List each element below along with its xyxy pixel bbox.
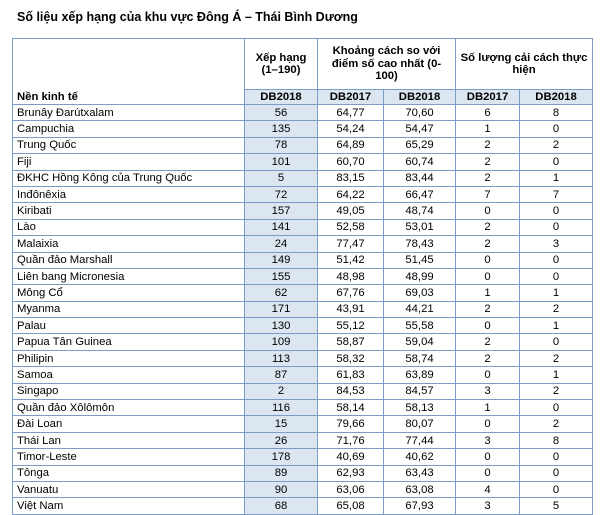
rank-cell: 178 — [245, 449, 318, 465]
reforms-2018-cell: 1 — [520, 170, 593, 186]
rank-cell: 141 — [245, 219, 318, 235]
rank-cell: 135 — [245, 121, 318, 137]
rank-cell: 2 — [245, 383, 318, 399]
reforms-2017-cell: 0 — [456, 465, 520, 481]
table-row — [13, 432, 593, 448]
distance-2018-cell: 84,57 — [384, 383, 456, 399]
reforms-2018-cell: 0 — [520, 400, 593, 416]
economy-cell: Samoa — [13, 367, 245, 383]
reforms-2018-cell: 3 — [520, 236, 593, 252]
table-row — [13, 219, 593, 235]
table-row — [13, 481, 593, 497]
economy-cell: Vanuatu — [13, 481, 245, 497]
distance-2017-cell: 43,91 — [318, 301, 384, 317]
rank-cell: 15 — [245, 416, 318, 432]
distance-2018-cell: 51,45 — [384, 252, 456, 268]
distance-2017-cell: 58,87 — [318, 334, 384, 350]
reforms-2018-cell: 2 — [520, 383, 593, 399]
rank-cell: 62 — [245, 285, 318, 301]
economy-cell: Inđônêxia — [13, 186, 245, 202]
rank-cell: 149 — [245, 252, 318, 268]
reforms-2017-cell: 1 — [456, 285, 520, 301]
table-row — [13, 350, 593, 366]
distance-2018-cell: 60,74 — [384, 154, 456, 170]
distance-2018-cell: 77,44 — [384, 432, 456, 448]
reforms-2018-cell: 2 — [520, 137, 593, 153]
distance-db2018-header: DB2018 — [384, 90, 456, 105]
table-row — [13, 121, 593, 137]
rank-cell: 155 — [245, 268, 318, 284]
reforms-2017-cell: 1 — [456, 121, 520, 137]
table-row — [13, 465, 593, 481]
reforms-2017-cell: 0 — [456, 367, 520, 383]
rank-cell: 5 — [245, 170, 318, 186]
rank-header: Xếp hạng (1–190) — [245, 39, 318, 90]
economy-header: Nền kinh tế — [13, 39, 245, 105]
reforms-2018-cell: 0 — [520, 449, 593, 465]
distance-header: Khoảng cách so với điểm số cao nhất (0-100) — [318, 39, 456, 90]
distance-2017-cell: 79,66 — [318, 416, 384, 432]
distance-2018-cell: 53,01 — [384, 219, 456, 235]
distance-2017-cell: 64,22 — [318, 186, 384, 202]
distance-2018-cell: 78,43 — [384, 236, 456, 252]
reforms-2017-cell: 0 — [456, 449, 520, 465]
reforms-2018-cell: 5 — [520, 498, 593, 514]
reforms-2017-cell: 1 — [456, 400, 520, 416]
distance-2018-cell: 54,47 — [384, 121, 456, 137]
rank-cell: 157 — [245, 203, 318, 219]
table-row — [13, 318, 593, 334]
distance-2017-cell: 61,83 — [318, 367, 384, 383]
reforms-2017-cell: 3 — [456, 432, 520, 448]
distance-2017-cell: 84,53 — [318, 383, 384, 399]
reforms-db2017-header: DB2017 — [456, 90, 520, 105]
reforms-2017-cell: 2 — [456, 154, 520, 170]
distance-2017-cell: 65,08 — [318, 498, 384, 514]
rank-cell: 72 — [245, 186, 318, 202]
reforms-header: Số lượng cải cách thực hiện — [456, 39, 593, 90]
table-row — [13, 301, 593, 317]
reforms-2017-cell: 0 — [456, 252, 520, 268]
distance-2017-cell: 77,47 — [318, 236, 384, 252]
reforms-2017-cell: 0 — [456, 416, 520, 432]
table-row — [13, 170, 593, 186]
economy-cell: Thái Lan — [13, 432, 245, 448]
distance-2017-cell: 64,89 — [318, 137, 384, 153]
reforms-2018-cell: 0 — [520, 203, 593, 219]
reforms-2017-cell: 3 — [456, 498, 520, 514]
economy-cell: Timor-Leste — [13, 449, 245, 465]
reforms-2018-cell: 0 — [520, 334, 593, 350]
table-row — [13, 498, 593, 514]
distance-2017-cell: 58,14 — [318, 400, 384, 416]
table-row — [13, 268, 593, 284]
economy-cell: Mông Cổ — [13, 285, 245, 301]
rank-db2018-header: DB2018 — [245, 90, 318, 105]
economy-cell: Campuchia — [13, 121, 245, 137]
distance-2018-cell: 70,60 — [384, 105, 456, 121]
reforms-2018-cell: 7 — [520, 186, 593, 202]
table-row — [13, 203, 593, 219]
distance-2017-cell: 55,12 — [318, 318, 384, 334]
reforms-2017-cell: 3 — [456, 383, 520, 399]
rank-cell: 171 — [245, 301, 318, 317]
rank-cell: 87 — [245, 367, 318, 383]
reforms-2018-cell: 1 — [520, 285, 593, 301]
economy-cell: Tônga — [13, 465, 245, 481]
table-row — [13, 400, 593, 416]
reforms-2018-cell: 0 — [520, 268, 593, 284]
economy-cell: Kiribati — [13, 203, 245, 219]
reforms-2017-cell: 0 — [456, 203, 520, 219]
distance-2017-cell: 64,77 — [318, 105, 384, 121]
table-row — [13, 449, 593, 465]
distance-2017-cell: 71,76 — [318, 432, 384, 448]
distance-2018-cell: 63,43 — [384, 465, 456, 481]
reforms-2017-cell: 4 — [456, 481, 520, 497]
reforms-2017-cell: 2 — [456, 219, 520, 235]
distance-2017-cell: 58,32 — [318, 350, 384, 366]
reforms-2018-cell: 0 — [520, 154, 593, 170]
reforms-2017-cell: 6 — [456, 105, 520, 121]
reforms-2017-cell: 2 — [456, 350, 520, 366]
distance-2018-cell: 58,74 — [384, 350, 456, 366]
rank-cell: 130 — [245, 318, 318, 334]
distance-2018-cell: 66,47 — [384, 186, 456, 202]
reforms-2018-cell: 0 — [520, 121, 593, 137]
rank-cell: 56 — [245, 105, 318, 121]
table-row — [13, 367, 593, 383]
economy-cell: Palau — [13, 318, 245, 334]
economy-cell: Fiji — [13, 154, 245, 170]
table-row — [13, 186, 593, 202]
reforms-2017-cell: 0 — [456, 318, 520, 334]
distance-2018-cell: 48,74 — [384, 203, 456, 219]
table-row — [13, 137, 593, 153]
distance-2018-cell: 63,89 — [384, 367, 456, 383]
reforms-2018-cell: 0 — [520, 481, 593, 497]
reforms-2018-cell: 1 — [520, 318, 593, 334]
distance-2017-cell: 83,15 — [318, 170, 384, 186]
reforms-2017-cell: 2 — [456, 170, 520, 186]
distance-2017-cell: 49,05 — [318, 203, 384, 219]
reforms-2018-cell: 0 — [520, 252, 593, 268]
table-row — [13, 105, 593, 121]
economy-cell: Quần đảo Xôlômôn — [13, 400, 245, 416]
table-row — [13, 285, 593, 301]
reforms-2017-cell: 0 — [456, 268, 520, 284]
table-row — [13, 416, 593, 432]
reforms-2018-cell: 0 — [520, 219, 593, 235]
economy-cell: Việt Nam — [13, 498, 245, 514]
reforms-2018-cell: 2 — [520, 416, 593, 432]
distance-2018-cell: 40,62 — [384, 449, 456, 465]
distance-db2017-header: DB2017 — [318, 90, 384, 105]
economy-cell: Papua Tân Guinea — [13, 334, 245, 350]
rank-cell: 89 — [245, 465, 318, 481]
economy-cell: Đài Loan — [13, 416, 245, 432]
distance-2018-cell: 65,29 — [384, 137, 456, 153]
reforms-2017-cell: 2 — [456, 137, 520, 153]
reforms-db2018-header: DB2018 — [520, 90, 593, 105]
table-row — [13, 236, 593, 252]
economy-cell: Liên bang Micronesia — [13, 268, 245, 284]
economy-cell: Lào — [13, 219, 245, 235]
rank-cell: 101 — [245, 154, 318, 170]
economy-cell: Trung Quốc — [13, 137, 245, 153]
page-title: Số liệu xếp hạng của khu vực Đông Á – Thái Bình Dương — [17, 10, 358, 24]
economy-cell: Myanma — [13, 301, 245, 317]
distance-2017-cell: 67,76 — [318, 285, 384, 301]
distance-2017-cell: 63,06 — [318, 481, 384, 497]
table-row — [13, 334, 593, 350]
distance-2018-cell: 83,44 — [384, 170, 456, 186]
distance-2018-cell: 67,93 — [384, 498, 456, 514]
distance-2018-cell: 69,03 — [384, 285, 456, 301]
table-row — [13, 154, 593, 170]
reforms-2018-cell: 0 — [520, 465, 593, 481]
rank-cell: 113 — [245, 350, 318, 366]
distance-2017-cell: 52,58 — [318, 219, 384, 235]
reforms-2018-cell: 2 — [520, 350, 593, 366]
distance-2018-cell: 59,04 — [384, 334, 456, 350]
distance-2017-cell: 40,69 — [318, 449, 384, 465]
rank-cell: 68 — [245, 498, 318, 514]
table-row — [13, 383, 593, 399]
distance-2018-cell: 80,07 — [384, 416, 456, 432]
rank-cell: 78 — [245, 137, 318, 153]
rank-cell: 116 — [245, 400, 318, 416]
distance-2017-cell: 51,42 — [318, 252, 384, 268]
table-row — [13, 252, 593, 268]
distance-2017-cell: 54,24 — [318, 121, 384, 137]
reforms-2018-cell: 8 — [520, 105, 593, 121]
reforms-2017-cell: 2 — [456, 236, 520, 252]
distance-2018-cell: 44,21 — [384, 301, 456, 317]
economy-cell: Brunây Đarútxalam — [13, 105, 245, 121]
rank-cell: 26 — [245, 432, 318, 448]
economy-cell: Quần đảo Marshall — [13, 252, 245, 268]
distance-2017-cell: 48,98 — [318, 268, 384, 284]
distance-2018-cell: 63,08 — [384, 481, 456, 497]
distance-2018-cell: 48,99 — [384, 268, 456, 284]
rank-cell: 109 — [245, 334, 318, 350]
reforms-2018-cell: 2 — [520, 301, 593, 317]
ranking-table — [12, 38, 593, 515]
reforms-2017-cell: 2 — [456, 301, 520, 317]
distance-2018-cell: 55,58 — [384, 318, 456, 334]
rank-cell: 90 — [245, 481, 318, 497]
economy-cell: Singapo — [13, 383, 245, 399]
distance-2017-cell: 60,70 — [318, 154, 384, 170]
economy-cell: ĐKHC Hồng Kông của Trung Quốc — [13, 170, 245, 186]
reforms-2018-cell: 8 — [520, 432, 593, 448]
reforms-2017-cell: 7 — [456, 186, 520, 202]
distance-2018-cell: 58,13 — [384, 400, 456, 416]
distance-2017-cell: 62,93 — [318, 465, 384, 481]
reforms-2018-cell: 1 — [520, 367, 593, 383]
reforms-2017-cell: 2 — [456, 334, 520, 350]
rank-cell: 24 — [245, 236, 318, 252]
economy-cell: Malaixia — [13, 236, 245, 252]
economy-cell: Philipin — [13, 350, 245, 366]
